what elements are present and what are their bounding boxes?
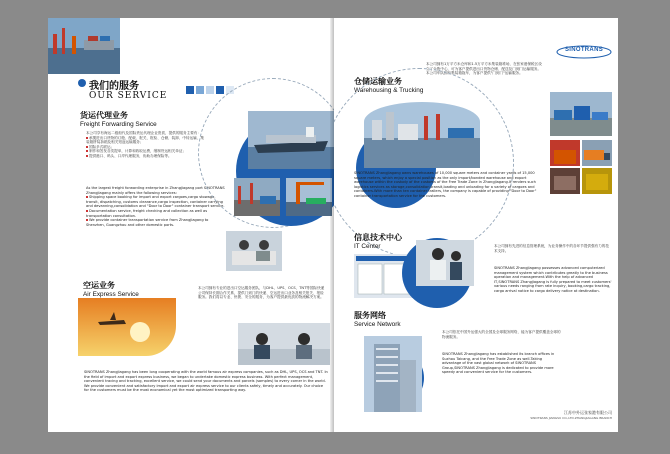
network-body-en: SINOTRANS Zhangjiagang has established its branch offices in Suzhou Taicang, and the Free Trade Zone as well.Taking advantage of the vast global network of SINOTRANS Group,SINOTRANS Zhangjiagang is dedicated to provide more speedy and convenient service for the customers.	[442, 352, 555, 375]
network-title-zh: 服务网络	[354, 310, 386, 320]
freight-intro-en	[86, 186, 226, 227]
freight-bullet-zh-4: 提供港口、码头、口岸代理服务，协助办理保险等。	[89, 153, 172, 158]
it-body-en: SINOTRANS Zhangjiagang possesses advanced computerized management system which contributes greatly to the business operation and management.With the help of advanced IT,SINOTRANS Zhangjiagang is fully prepared to meet customers' various needs ranging from rate inquiry, booking,cargo tracking, cargo arrival notice to cargo delivery notice at destination.	[494, 266, 612, 293]
sunset-airplane-photo	[78, 298, 176, 356]
bullet-icon	[86, 196, 88, 198]
office-staff-photo	[226, 231, 282, 271]
harbor-photo	[48, 18, 120, 74]
freight-bullet-zh-2: 国际多式联运；	[89, 144, 115, 149]
sinotrans-logo	[556, 44, 612, 58]
footer	[484, 410, 612, 420]
warehouse-body-en: SINOTRANS Zhangjiagang owns warehouses of 10,000 square meters and container yards of 15,000 square meters, which enjoy a special position as the only import/bonded warehouse and export warehouse within the custody of the customs of the Free Trade Zone in Zhangjiagang.It renders such logistics services as storage,consolidation,transit,loading and unloading for a variety of cargoes and containers.With more than ten container trailers, the company is capable of providing "Door to Door" container transportation service for the customers.	[354, 171, 537, 198]
footer-company-en: SINOTRANS JIANGSU CO.,LTD.ZHANGJIAGANG BRANCH	[530, 416, 612, 420]
freight-title-zh: 货运代理业务	[80, 110, 128, 120]
it-title-zh: 信息技术中心	[354, 232, 402, 242]
air-body-en: SINOTRANS Zhangjiagang has been long cooperating with the world famous air express companies, such as DHL, UPS, OCS and TNT. In the field of import and export express business, we began to undertake domestic express business. With perfect management, convenient tracing and tracking, excellent service, we could send your documents and parcels (samples) to every corner in the world. We provide convenient and satisfactory import and export air express service to our clients safely, timely and accurately. Our choice for the customers must be the most economical yet the most optimized transporting way.	[84, 370, 328, 393]
freight-bullet-zh-3: 制作和签发各类提单，计算和收取运费，缮制货运相关单证；	[89, 149, 187, 154]
warehouse-title-zh: 仓储运输业务	[354, 76, 402, 86]
logo-text: SINOTRANS	[564, 47, 604, 53]
warehouse-title-en: Warehousing & Trucking	[354, 87, 424, 94]
harbor-city-photo	[364, 102, 480, 168]
section-title-en: OUR SERVICE	[89, 91, 168, 101]
bullet-icon	[86, 210, 88, 212]
freight-bullet-zh-1: 承揽进出口货物的订舱、配载、报关、报检、仓储、装卸、中转运输、集装箱拼装拆箱及相关短途运输服务；	[86, 135, 204, 145]
freight-title-en: Freight Forwarding Service	[80, 121, 157, 128]
brochure-right-page	[334, 18, 618, 432]
air-body-zh: 本公司拥有专业的进出口空运服务团队，与DHL、UPS、OCS、TNT等国际快递公司保持长期合作关系，提供门到门的快递、空运进出口业务及相关报关、报检服务。我们将以专业、快捷、安全的服务，为客户提供最优质的物流解决方案。	[198, 286, 325, 300]
cargo-terminal-photo	[234, 178, 280, 216]
freight-intro-zh-text: 本公司享有海运二级船代及国际货运代理企业资质，提供的服务主要有：	[86, 131, 201, 135]
freight-intro-zh	[86, 131, 206, 159]
warehouse-body-zh-1: 本公司拥有1万平方米仓库和1.5万平方米集装箱堆场，在张家港保税区设立了分拨中心，可为客户提供进出口货物仓储、配送及门到门运输服务。	[426, 62, 542, 71]
office-building-photo	[364, 336, 422, 412]
bullet-icon	[86, 146, 88, 148]
forklift-photo	[550, 168, 580, 194]
brochure-left-page	[48, 18, 334, 432]
it-staff-photo	[416, 240, 474, 286]
container-ship-photo	[248, 111, 334, 169]
freight-bullet-en-1: Shipping space booking for import and export cargoes,cargo stowage, transit, dispatching, customs clearance,cargo inspection, container carrying and devanning,consolidation and "Door to Door" container transport service.	[86, 195, 225, 209]
bullet-icon	[86, 150, 88, 152]
container-yard-photo	[550, 92, 612, 136]
air-title-en: Air Express Service	[83, 291, 139, 298]
meeting-photo	[238, 323, 330, 365]
network-title-en: Service Network	[354, 321, 401, 328]
footer-company-zh: 江苏中外运张家港有限公司	[564, 410, 612, 415]
air-title-zh: 空运业务	[83, 280, 115, 290]
bullet-icon	[86, 219, 88, 221]
freight-bullet-en-2: Documentation service, freight checking and collection as well as transportation consultation.	[86, 208, 208, 218]
freight-bullet-en-3: We provide container transportation service from Zhangjiagang to Shenzhen, Guangzhou and other domestic ports.	[86, 218, 209, 227]
crane-photo	[286, 178, 332, 216]
bullet-icon	[86, 155, 88, 157]
warehouse-body-zh-2: 本公司车队拥有集装箱拖车，为客户提供"门到门"运输服务。	[426, 71, 523, 76]
storage-photo	[582, 168, 612, 194]
section-title-zh: 我们的服务	[89, 81, 139, 92]
freight-intro-en-text: As the largest freight forwarding enterprise in Zhangjiagang port SINOTRANS Zhangjiagang mainly offers the following services:	[86, 186, 225, 195]
it-body-zh: 本公司拥有先进的信息管理系统，为业务操作中的各环节提供强有力的技术支持。	[494, 244, 609, 253]
truck-photo	[582, 140, 612, 166]
bullet-icon	[86, 137, 88, 139]
section-bullet-icon	[78, 79, 86, 87]
network-body-zh: 本公司依托中国外运强大的全国及全球服务网络，能为客户提供覆盖全球的物流服务。	[442, 330, 561, 339]
warehouse-photo	[550, 140, 580, 166]
it-title-en: IT Center	[354, 243, 381, 250]
